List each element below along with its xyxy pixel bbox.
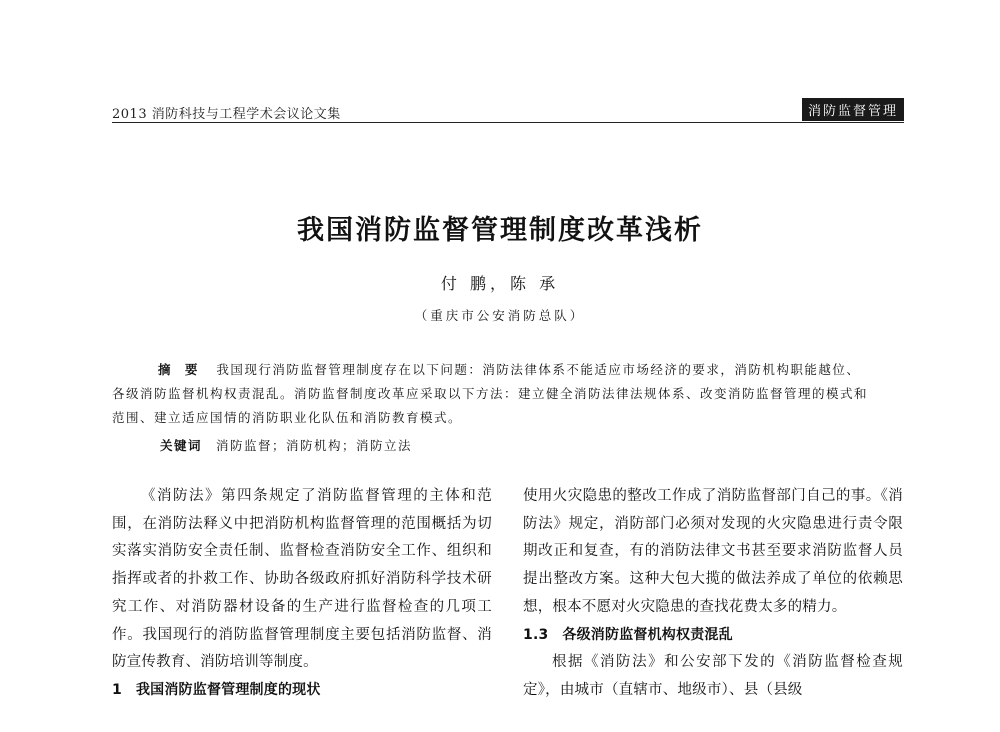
- body-paragraph: 使用火灾隐患的整改工作成了消防监督部门自己的事。《消防法》规定，消防部门必须对发现的火灾隐患进行责令限期改正和复查，有的消防法律文书甚至要求消防监督人员提出整改方案。这种大包大揽的做法养成了单位的依赖思想，根本不愿对火灾隐患的查找花费太多的精力。: [523, 488, 903, 615]
- keywords: [160, 436, 412, 454]
- affiliation: （重庆市公安消防总队）: [414, 308, 586, 323]
- section-heading: [112, 677, 492, 705]
- paper-title: 我国消防监督管理制度改革浅析: [297, 215, 703, 246]
- body-paragraph: 《消防法》第四条规定了消防监督管理的主体和范围，在消防法释义中把消防机构监督管理的范围概括为切实落实消防安全责任制、监督检查消防安全工作、组织和指挥或者的扑救工作、协助各级政府抓好消防科学技术研究工作、对消防器材设备的生产进行监督检查的几项工作。我国现行的消防监督管理制度主要包括消防监督、消防宣传教育、消防培训等制度。: [112, 488, 492, 671]
- abstract-label: 摘 要: [158, 362, 203, 377]
- abstract-text: 我国现行消防监督管理制度存在以下问题：消防法律体系不能适应市场经济的要求，消防机构职能越位、各级消防监督机构权责混乱。消防监督制度改革应采取以下方法：建立健全消防法律法规体系、改变消防监督管理的模式和范围、建立适应国情的消防职业化队伍和消防教育模式。: [112, 362, 869, 425]
- body-column-right: [523, 483, 903, 705]
- abstract: [112, 358, 870, 430]
- section-number: 1.3: [523, 626, 549, 643]
- section-badge: 消防监督管理: [802, 98, 904, 121]
- header-divider: [112, 122, 904, 123]
- section-title: 我国消防监督管理制度的现状: [135, 681, 321, 698]
- keywords-text: 消防监督；消防机构；消防立法: [216, 438, 413, 453]
- section-heading: [523, 622, 903, 650]
- keywords-label: 关键词: [160, 438, 203, 453]
- proceedings-header: 2013 消防科技与工程学术会议论文集: [112, 107, 341, 122]
- section-title: 各级消防监督机构权责混乱: [562, 626, 733, 643]
- body-paragraph: 根据《消防法》和公安部下发的《消防监督检查规定》，由城市（直辖市、地级市）、县（县级: [523, 654, 903, 698]
- body-column-left: [112, 483, 492, 705]
- section-number: 1: [112, 681, 122, 698]
- authors: 付 鹏，陈 承: [440, 274, 560, 293]
